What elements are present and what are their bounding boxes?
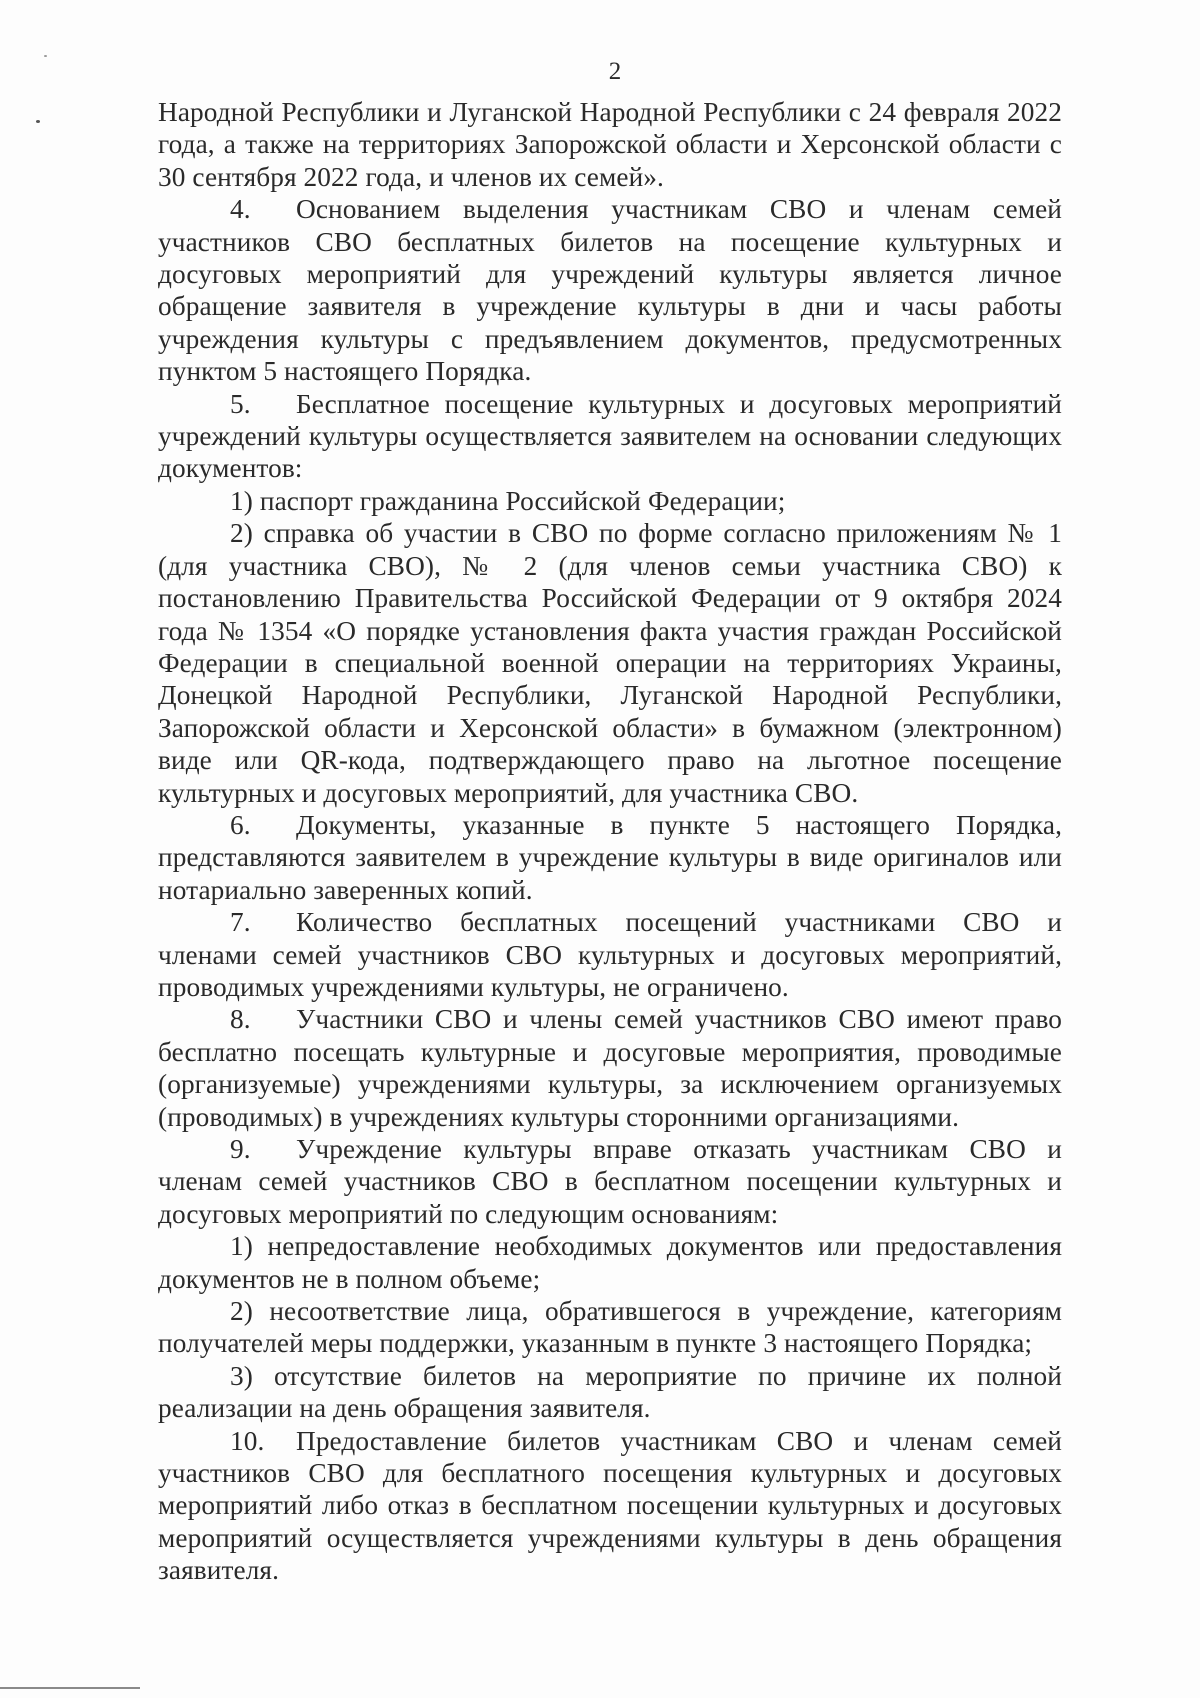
paragraph-number: 6. bbox=[230, 809, 251, 840]
scan-speck bbox=[44, 55, 47, 57]
scan-edge-line bbox=[0, 1687, 140, 1689]
paragraph-number: 10. bbox=[230, 1425, 265, 1456]
paragraph-item-5 bbox=[158, 388, 1062, 485]
paragraph-number: 5. bbox=[230, 388, 251, 419]
subitem-9-1: 1) непредоставление необходимых документов или предоставления документов не в полном объеме; bbox=[158, 1231, 1062, 1294]
paragraph-item-9 bbox=[158, 1133, 1062, 1230]
paragraph-text: Предоставление билетов участникам СВО и членам семей участников СВО для бесплатного посещения культурных и досуговых мероприятий либо отказ в бесплатном посещении культурных и досуговых мероприятий осуществляется учреждениями культуры в день обращения заявителя. bbox=[158, 1425, 1062, 1586]
subitem-9-2: 2) несоответствие лица, обратившегося в учреждение, категориям получателей меры поддержки, указанным в пункте 3 настоящего Порядка; bbox=[158, 1296, 1062, 1359]
paragraph-text: Учреждение культуры вправе отказать участникам СВО и членам семей участников СВО в бесплатном посещении культурных и досуговых мероприятий по следующим основаниям: bbox=[158, 1134, 1062, 1229]
paragraph-text: Участники СВО и члены семей участников СВО имеют право бесплатно посещать культурные и досуговые мероприятия, проводимые (организуемые) учреждениями культуры, за исключением организуемых (проводимых) в учреждениях культуры сторонними организациями. bbox=[158, 1004, 1062, 1132]
subitem-9-3: 3) отсутствие билетов на мероприятие по причине их полной реализации на день обращения заявителя. bbox=[158, 1360, 1062, 1424]
paragraph-number: 4. bbox=[230, 194, 251, 225]
subitem-5-1: 1) паспорт гражданина Российской Федерации; bbox=[230, 485, 786, 516]
page-number: 2 bbox=[608, 58, 622, 85]
paragraph-text: Бесплатное посещение культурных и досуговых мероприятий учреждений культуры осуществляется заявителем на основании следующих документов: bbox=[158, 388, 1062, 484]
paragraph-number: 7. bbox=[230, 907, 251, 938]
paragraph-item-10 bbox=[158, 1425, 1062, 1587]
paragraph-text: Документы, указанные в пункте 5 настоящего Порядка, представляются заявителем в учреждение культуры в виде оригиналов или нотариально заверенных копий. bbox=[158, 809, 1062, 905]
paragraph-number: 8. bbox=[230, 1004, 251, 1035]
paragraph-item-7 bbox=[158, 906, 1062, 1003]
paragraph-text: Основанием выделения участникам СВО и членам семей участников СВО бесплатных билетов на посещение культурных и досуговых мероприятий для учреждений культуры является личное обращение заявителя в учреждение культуры в дни и часы работы учреждения культуры с предъявлением документов, предусмотренных пунктом 5 настоящего Порядка. bbox=[158, 194, 1062, 387]
paragraph-item-6 bbox=[158, 809, 1062, 906]
document-body bbox=[158, 96, 1062, 1587]
paragraph-continuation: Народной Республики и Луганской Народной Республики с 24 февраля 2022 года, а также на территориях Запорожской области и Херсонской области с 30 сентября 2022 года, и членов их семей». bbox=[158, 97, 1062, 192]
paragraph-text: Количество бесплатных посещений участниками СВО и членами семей участников СВО культурных и досуговых мероприятий, проводимых учреждениями культуры, не ограничено. bbox=[158, 907, 1062, 1002]
paragraph-item-4 bbox=[158, 193, 1062, 387]
paragraph-number: 9. bbox=[230, 1134, 251, 1164]
subitem-5-2: 2) справка об участии в СВО по форме согласно приложениям № 1 (для участника СВО), № 2 (для членов семьи участника СВО) к постановлению Правительства Российской Федерации от 9 октября 2024 года № 1354 «О порядке установления факта участия граждан Российской Федерации в специальной военной операции на территориях Украины, Донецкой Народной Республики, Луганской Народной Республики, Запорожской области и Херсонской области» в бумажном (электронном) виде или QR-кода, подтверждающего право на льготное посещение культурных и досуговых мероприятий, для участника СВО. bbox=[158, 518, 1062, 808]
scan-speck bbox=[36, 120, 40, 123]
paragraph-item-8 bbox=[158, 1003, 1062, 1133]
